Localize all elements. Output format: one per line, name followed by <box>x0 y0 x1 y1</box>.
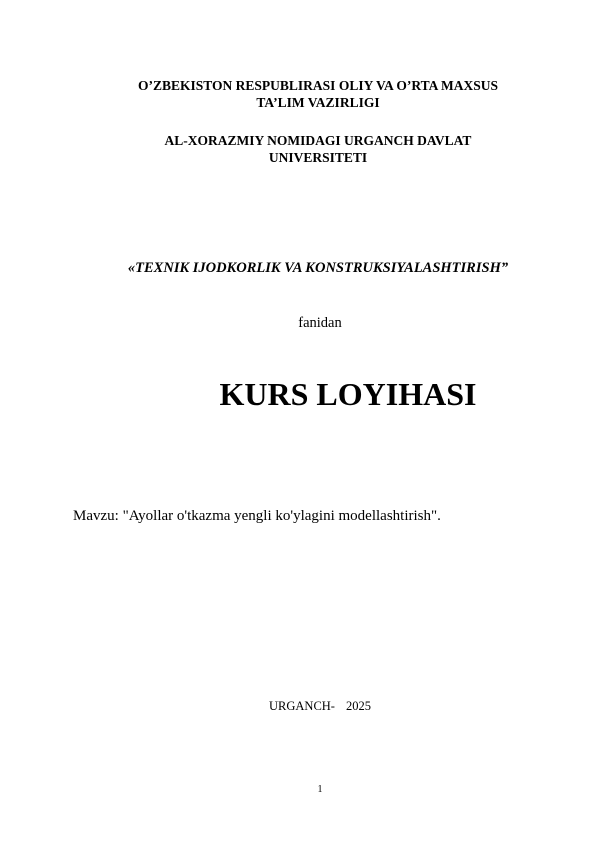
university-name-line-2: UNIVERSITETI <box>268 150 368 165</box>
subject-title: «TEXNIK IJODKORLIK VA KONSTRUKSIYALASHTIRISH” <box>127 260 509 276</box>
city-year-line <box>22 699 596 714</box>
page-number: 1 <box>317 784 323 795</box>
ministry-name-line-2: TA’LIM VAZIRLIGI <box>256 95 380 110</box>
ministry-name-line-1: O’ZBEKISTON RESPUBLIRASI OLIY VA O’RTA MAXSUS <box>138 78 498 93</box>
subject-suffix: fanidan <box>298 315 342 331</box>
city-name: URGANCH- <box>269 699 335 713</box>
document-type-heading: KURS LOYIHASI <box>219 376 477 412</box>
year: 2025 <box>345 699 371 713</box>
university-name-line-1: AL-XORAZMIY NOMIDAGI URGANCH DAVLAT <box>164 133 472 148</box>
topic-line: Mavzu: "Ayollar o'tkazma yengli ko'ylagini modellashtirish". <box>73 508 441 524</box>
